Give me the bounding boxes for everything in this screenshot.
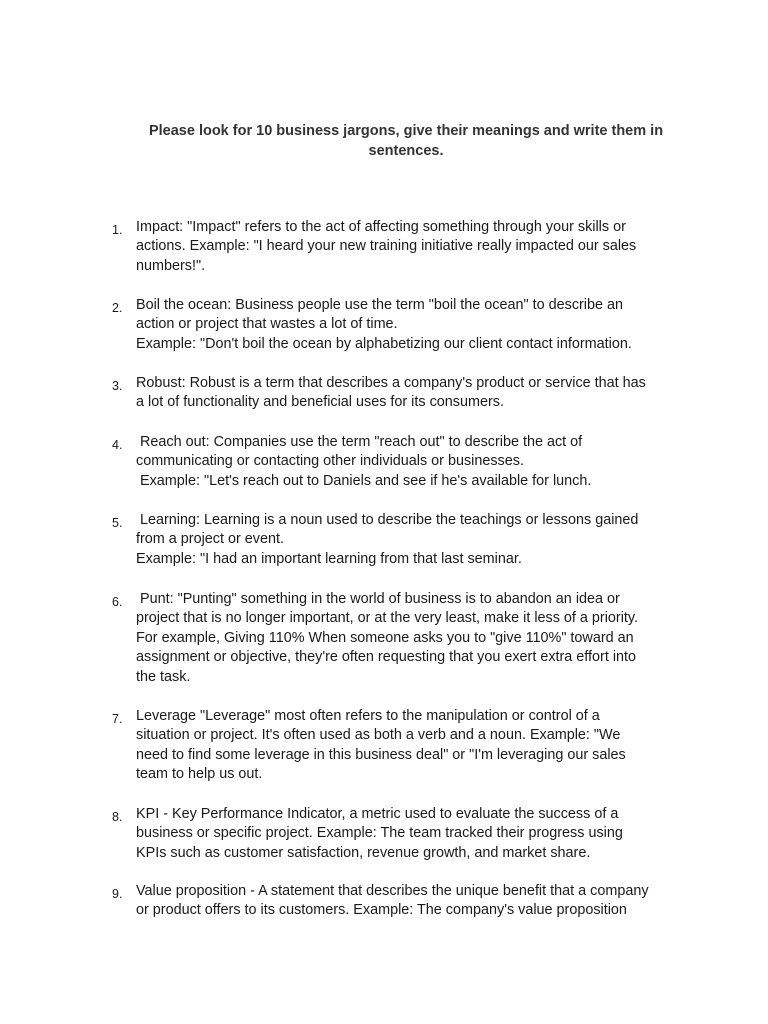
- list-item-number: 8.: [112, 810, 123, 824]
- title-line: sentences.: [368, 143, 444, 159]
- list-item-number: 9.: [112, 887, 123, 901]
- list-item-line: Leverage "Leverage" most often refers to the manipulation or control of a: [136, 708, 600, 724]
- list-item-line: numbers!".: [136, 257, 206, 274]
- list-item-line: a lot of functionality and beneficial uses for its consumers.: [136, 394, 504, 411]
- list-item-number: 4.: [112, 438, 123, 452]
- list-item-text: [136, 511, 676, 569]
- list-item-number: 5.: [112, 516, 123, 530]
- list-item-line: Punt: "Punting" something in the world of business is to abandon an idea or: [136, 591, 620, 607]
- list-item-number: 6.: [112, 595, 123, 609]
- list-item-line: need to find some leverage in this business deal" or "I'm leveraging our sales: [136, 746, 626, 763]
- list-item-line: team to help us out.: [136, 766, 263, 783]
- list-item-line: Example: "Don't boil the ocean by alphabetizing our client contact information.: [136, 335, 632, 352]
- list-item-line: Learning: Learning is a noun used to describe the teachings or lessons gained: [136, 512, 639, 528]
- list-item-text: [136, 433, 676, 491]
- list-item-text: [136, 296, 676, 354]
- list-item-number: 2.: [112, 301, 123, 315]
- list-item-line: communicating or contacting other individuals or businesses.: [136, 453, 524, 470]
- list-item-text: [136, 374, 676, 413]
- list-item-text: [136, 590, 676, 687]
- list-item-line: KPI - Key Performance Indicator, a metric used to evaluate the success of a: [136, 806, 619, 822]
- list-item-number: 7.: [112, 712, 123, 726]
- list-item-line: Example: "I had an important learning from that last seminar.: [136, 550, 522, 567]
- list-item-line: the task.: [136, 668, 191, 685]
- list-item-line: actions. Example: "I heard your new training initiative really impacted our sales: [136, 238, 637, 255]
- list-item-text: [136, 805, 676, 863]
- list-item-line: or product offers to its customers. Example: The company's value proposition: [136, 902, 627, 919]
- list-item-line: Boil the ocean: Business people use the term "boil the ocean" to describe an: [136, 297, 624, 313]
- list-item-text: [136, 218, 676, 276]
- list-item-line: KPIs such as customer satisfaction, revenue growth, and market share.: [136, 844, 591, 861]
- list-item-line: Robust: Robust is a term that describes a company's product or service that has: [136, 375, 646, 391]
- list-item-text: [136, 707, 676, 785]
- list-item-line: from a project or event.: [136, 531, 284, 548]
- list-item-number: 1.: [112, 223, 123, 237]
- list-item-line: assignment or objective, they're often requesting that you exert extra effort into: [136, 649, 637, 666]
- list-item-line: For example, Giving 110% When someone asks you to "give 110%" toward an: [136, 629, 634, 646]
- list-item-line: situation or project. It's often used as both a verb and a noun. Example: "We: [136, 727, 621, 744]
- list-item-line: Impact: "Impact" refers to the act of affecting something through your skills or: [136, 219, 626, 235]
- document-title: [128, 121, 684, 161]
- list-item-line: action or project that wastes a lot of time.: [136, 316, 398, 333]
- list-item-line: project that is no longer important, or at the very least, make it less of a priority.: [136, 610, 639, 627]
- title-line: Please look for 10 business jargons, give their meanings and write them in: [148, 123, 664, 139]
- list-item-line: business or specific project. Example: The team tracked their progress using: [136, 825, 623, 842]
- list-item-line: Reach out: Companies use the term "reach out" to describe the act of: [136, 434, 583, 450]
- list-item-line: Example: "Let's reach out to Daniels and see if he's available for lunch.: [136, 472, 592, 489]
- list-item-number: 3.: [112, 379, 123, 393]
- list-item-text: [136, 882, 676, 921]
- list-item-line: Value proposition - A statement that describes the unique benefit that a company: [136, 883, 649, 899]
